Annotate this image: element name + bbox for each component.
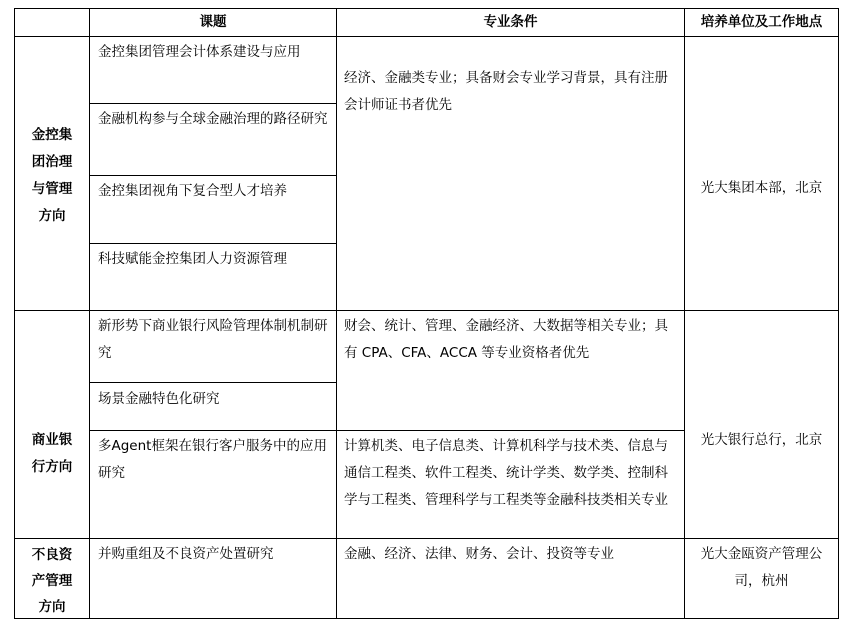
location-cell	[684, 36, 839, 311]
header-location: 培养单位及工作地点	[700, 14, 823, 30]
topic-label: 并购重组及不良资产处置研究	[98, 546, 274, 562]
header-requirements: 专业条件	[483, 14, 538, 30]
location-text: 光大集团本部，北京	[700, 180, 823, 196]
topic-cell	[89, 175, 337, 244]
topic-label: 金控集团管理会计体系建设与应用	[98, 44, 301, 60]
topic-cell	[89, 36, 337, 104]
topic-cell	[89, 310, 337, 383]
location-cell	[684, 310, 839, 539]
header-cell-requirements	[336, 8, 685, 37]
direction-label: 商业银行方向	[31, 432, 73, 475]
topic-label: 场景金融特色化研究	[98, 391, 220, 407]
direction-cell	[14, 538, 90, 619]
requirements-text: 经济、金融类专业；具备财会专业学习背景，具有注册会计师证书者优先	[344, 70, 668, 113]
topic-label: 科技赋能金控集团人力资源管理	[98, 251, 287, 267]
requirements-cell	[336, 538, 685, 619]
topic-cell	[89, 538, 337, 619]
topic-label: 金控集团视角下复合型人才培养	[98, 183, 287, 199]
requirements-cell	[336, 430, 685, 539]
direction-cell	[14, 36, 90, 311]
header-topic: 课题	[199, 14, 227, 30]
topic-cell	[89, 382, 337, 431]
requirements-text: 金融、经济、法律、财务、会计、投资等专业	[344, 546, 614, 562]
direction-label: 不良资产管理方向	[31, 547, 73, 615]
topic-label: 金融机构参与全球金融治理的路径研究	[98, 111, 328, 127]
location-cell	[684, 538, 839, 619]
requirements-cell	[336, 36, 685, 311]
location-text: 光大银行总行，北京	[700, 432, 823, 448]
topic-cell	[89, 103, 337, 176]
location-text: 光大金瓯资产管理公司，杭州	[700, 546, 823, 589]
topic-cell	[89, 430, 337, 539]
requirements-cell	[336, 310, 685, 431]
topic-label: 新形势下商业银行风险管理体制机制研究	[98, 318, 328, 361]
header-cell-location	[684, 8, 839, 37]
direction-cell	[14, 310, 90, 539]
header-cell-empty	[14, 8, 90, 37]
topic-cell	[89, 243, 337, 311]
topic-label: 多Agent框架在银行客户服务中的应用研究	[98, 438, 327, 481]
requirements-text: 财会、统计、管理、金融经济、大数据等相关专业；具有 CPA、CFA、ACCA 等专业资格者优先	[344, 318, 668, 361]
direction-label: 金控集团治理与管理方向	[31, 127, 73, 224]
header-cell-topic	[89, 8, 337, 37]
requirements-text: 计算机类、电子信息类、计算机科学与技术类、信息与通信工程类、软件工程类、统计学类、数学类、控制科学与工程类、管理科学与工程类等金融科技类相关专业	[344, 438, 668, 508]
